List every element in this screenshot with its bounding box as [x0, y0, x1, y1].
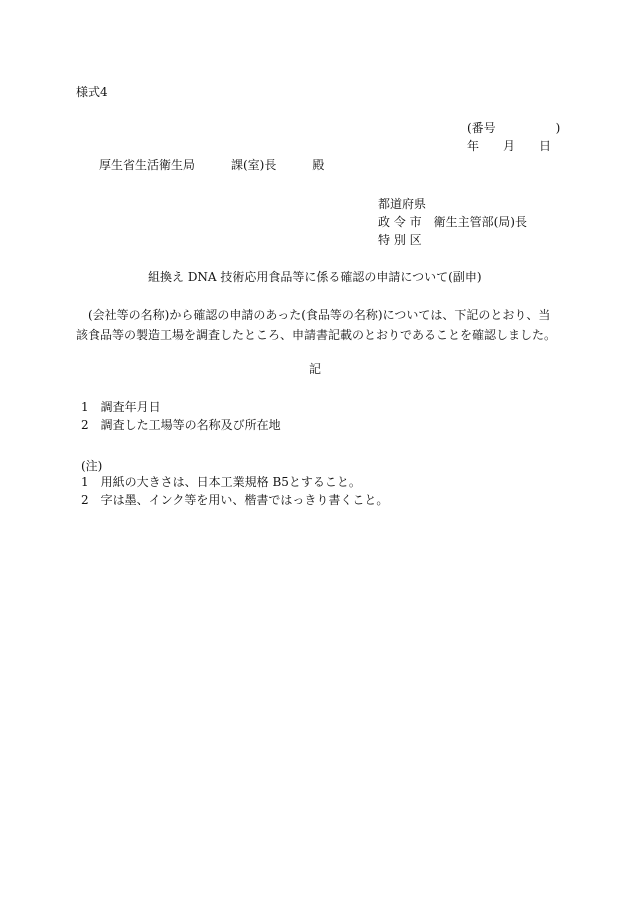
sender-line-prefecture: 都道府県	[378, 197, 427, 211]
form-number-label: 様式4	[76, 85, 108, 99]
notes-heading: (注)	[81, 459, 103, 473]
ki-heading: 記	[308, 362, 321, 376]
note-item: 2 字は墨、インク等を用い、楷書ではっきり書くこと。	[81, 493, 389, 507]
list-item: 2 調査した工場等の名称及び所在地	[81, 418, 281, 432]
list-item: 1 調査年月日	[81, 400, 161, 414]
note-item: 1 用紙の大きさは、日本工業規格 B5とすること。	[81, 475, 361, 489]
sender-line-special-ward: 特 別 区	[378, 233, 422, 247]
sender-line-city-director: 政 令 市 衛生主管部(局)長	[378, 215, 527, 229]
document-number-field: (番号 )	[467, 121, 561, 135]
document-title: 組換え DNA 技術応用食品等に係る確認の申請について(副申)	[148, 270, 482, 284]
date-field: 年 月 日	[467, 139, 552, 153]
body-paragraph: (会社等の名称)から確認の申請のあった(食品等の名称)については、下記のとおり、当該食品等の製造工場を調査したところ、申請書記載のとおりであることを確認しました。	[76, 308, 557, 342]
addressee: 厚生省生活衛生局 課(室)長 殿	[99, 158, 325, 172]
